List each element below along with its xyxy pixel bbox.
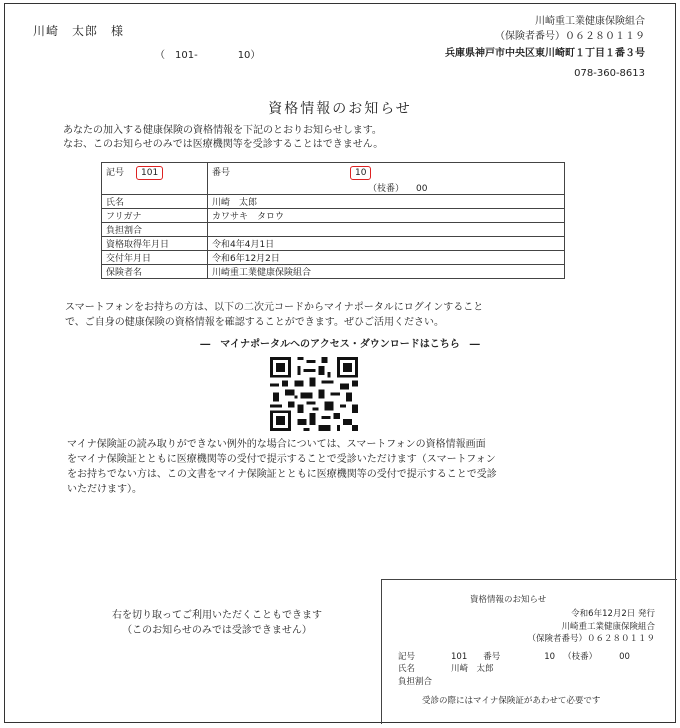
edaban-value: 00 bbox=[416, 184, 428, 194]
stub-name-label: 氏名 bbox=[398, 664, 416, 674]
table-row bbox=[102, 265, 565, 279]
stub-kigo-label: 記号 bbox=[398, 652, 416, 662]
table-row bbox=[102, 237, 565, 251]
stub-title: 資格情報のお知らせ bbox=[470, 595, 547, 605]
stub-insurer-number-value: ０６２８０１１９ bbox=[586, 634, 655, 644]
row-label: 資格取得年月日 bbox=[102, 237, 208, 251]
issuer-name: 川崎重工業健康保険組合 bbox=[535, 16, 645, 27]
stub-edaban-label: （枝番） bbox=[563, 652, 598, 662]
table-row bbox=[102, 223, 565, 237]
stub-insurer-number-label: （保険者番号） bbox=[527, 634, 587, 644]
stub-name-row bbox=[398, 662, 494, 674]
kigo-label: 記号 bbox=[106, 168, 125, 178]
notice-document bbox=[4, 3, 676, 723]
exception-line: をマイナ保険証とともに医療機関等の受付で提示することで受診いただけます（スマートフォン bbox=[67, 454, 496, 465]
edaban-label: （枝番） bbox=[368, 184, 405, 194]
exception-line: をお持ちでない方は、この文書をマイナ保険証とともに医療機関等の受付で提示することで受診 bbox=[67, 469, 497, 480]
intro-line: あなたの加入する健康保険の資格情報を下記のとおりお知らせします。 bbox=[63, 125, 382, 136]
stub-kigo-bango-row bbox=[398, 650, 630, 662]
stub-note: 受診の際にはマイナ保険証があわせて必要です bbox=[422, 696, 601, 706]
table-row bbox=[102, 251, 565, 265]
issuer-address: 兵庫県神戸市中央区東川崎町１丁目１番３号 bbox=[445, 48, 645, 59]
bango-cell bbox=[208, 163, 565, 195]
addressee-name: 川崎 太郎 様 bbox=[33, 24, 125, 38]
row-label: 保険者名 bbox=[102, 265, 208, 279]
intro-line: なお、このお知らせのみでは医療機関等を受診することはできません。 bbox=[63, 139, 384, 150]
table-row bbox=[102, 195, 565, 209]
bango-value: 10 bbox=[350, 166, 371, 180]
detachable-stub bbox=[381, 579, 677, 724]
table-row bbox=[102, 209, 565, 223]
kigo-cell bbox=[102, 163, 208, 195]
row-value: 川崎 太郎 bbox=[208, 195, 565, 209]
row-value: 令和4年4月1日 bbox=[208, 237, 565, 251]
smartphone-line: で、ご自身の健康保険の資格情報を確認することができます。ぜひご活用ください。 bbox=[65, 317, 444, 328]
document-title: 資格情報のお知らせ bbox=[268, 101, 412, 117]
cut-hint-line: （このお知らせのみでは受診できません） bbox=[122, 625, 312, 636]
intro-text bbox=[63, 124, 383, 152]
cut-out-hint bbox=[97, 608, 337, 638]
table-row-kigo-bango bbox=[102, 163, 565, 195]
smartphone-line: スマートフォンをお持ちの方は、以下の二次元コードからマイナポータルにログインすること bbox=[65, 302, 484, 313]
bango-label: 番号 bbox=[212, 168, 231, 178]
insurer-number-line bbox=[495, 29, 645, 44]
insurer-number: ０６２８０１１９ bbox=[565, 31, 645, 42]
exception-line: いただけます）。 bbox=[67, 484, 142, 495]
stub-bango-label: 番号 bbox=[483, 652, 501, 662]
kigo-value: 101 bbox=[136, 166, 163, 180]
stub-issuer: 川崎重工業健康保険組合 bbox=[561, 622, 655, 632]
stub-kigo-value: 101 bbox=[451, 652, 468, 662]
row-label: 負担割合 bbox=[102, 223, 208, 237]
number-range: （ 101- 10） bbox=[155, 50, 261, 61]
insurer-number-label: （保険者番号） bbox=[495, 31, 565, 42]
issuer-phone: 078-360-8613 bbox=[574, 68, 645, 79]
row-value: 令和6年12月2日 bbox=[208, 251, 565, 265]
row-label: 氏名 bbox=[102, 195, 208, 209]
cut-hint-line: 右を切り取ってご利用いただくこともできます bbox=[112, 610, 322, 621]
row-label: フリガナ bbox=[102, 209, 208, 223]
row-value: 川崎重工業健康保険組合 bbox=[208, 265, 565, 279]
stub-issue-date: 令和6年12月2日 発行 bbox=[571, 609, 655, 619]
exception-text bbox=[67, 437, 497, 497]
exception-line: マイナ保険証の読み取りができない例外的な場合については、スマートフォンの資格情報画面 bbox=[67, 439, 486, 450]
qualification-table bbox=[101, 162, 565, 279]
smartphone-text bbox=[65, 300, 483, 330]
qr-code-icon[interactable] bbox=[270, 357, 358, 431]
issuer-block bbox=[495, 14, 645, 44]
row-value bbox=[208, 223, 565, 237]
stub-edaban-value: 00 bbox=[619, 652, 630, 662]
stub-burden-label: 負担割合 bbox=[398, 677, 433, 687]
stub-bango-value: 10 bbox=[544, 652, 556, 662]
row-value: カワサキ タロウ bbox=[208, 209, 565, 223]
portal-access-line: ― マイナポータルへのアクセス・ダウンロードはこちら ― bbox=[200, 339, 480, 350]
stub-name-value: 川崎 太郎 bbox=[451, 664, 494, 674]
row-label: 交付年月日 bbox=[102, 251, 208, 265]
stub-insurer-number bbox=[527, 632, 655, 644]
